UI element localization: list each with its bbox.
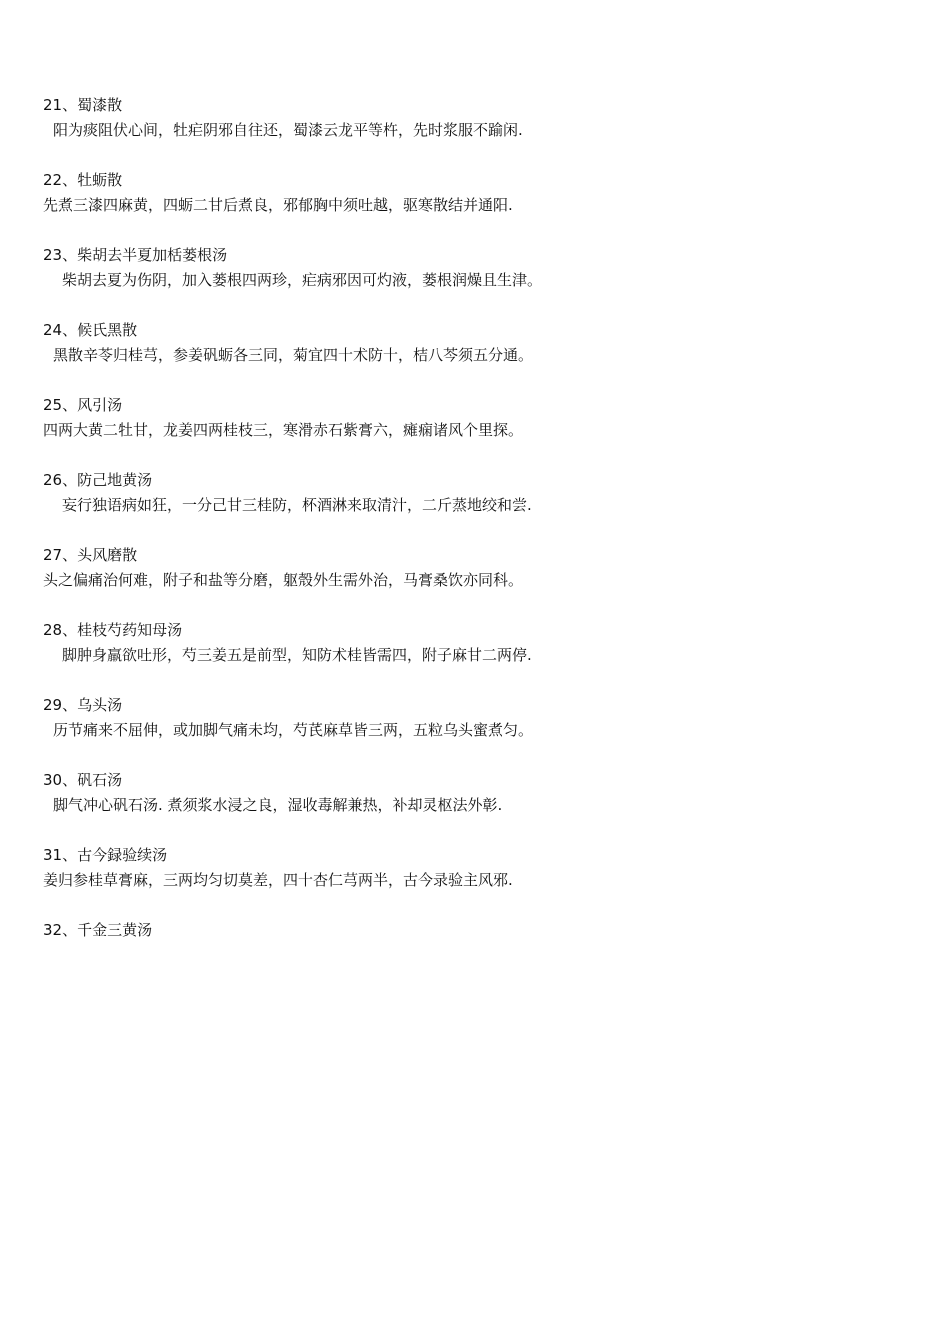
formula-verse: 柴胡去夏为伤阴，加入蒌根四两珍，疟病邪因可灼液，蒌根润燥且生津。 [62,271,543,289]
formula-entry-27 [43,543,903,618]
formula-entry-22 [43,168,903,243]
formula-entry-29 [43,693,903,768]
formula-entry-32 [43,918,903,993]
formula-verse: 黑散辛苓归桂芎，参姜矾蛎各三同，菊宜四十术防十，桔八芩须五分通。 [53,346,534,364]
formula-entry-21 [43,93,903,168]
formula-entry-28 [43,618,903,693]
formula-verse: 先煮三漆四麻黄，四蛎二甘后煮良，邪郁胸中须吐越，驱寒散结并通阳. [43,196,513,214]
formula-title: 25、风引汤 [43,396,123,414]
formula-entry-26 [43,468,903,543]
formula-list [43,93,903,993]
formula-title: 32、千金三黄汤 [43,921,153,939]
formula-verse: 脚气冲心矾石汤. 煮须浆水浸之良，湿收毒解兼热，补却灵枢法外彰. [53,796,503,814]
formula-title: 22、牡蛎散 [43,171,123,189]
formula-verse: 阳为痰阻伏心间，牡疟阴邪自往还，蜀漆云龙平等杵，先时浆服不踰闲. [53,121,523,139]
formula-entry-25 [43,393,903,468]
formula-verse: 脚肿身羸欲吐形，芍三姜五是前型，知防术桂皆需四，附子麻甘二两停. [62,646,532,664]
formula-entry-23 [43,243,903,318]
formula-verse: 历节痛来不屈伸，或加脚气痛未均，芍芪麻草皆三两，五粒乌头蜜煮匀。 [53,721,534,739]
formula-title: 23、柴胡去半夏加栝蒌根汤 [43,246,228,264]
formula-entry-24 [43,318,903,393]
formula-title: 24、候氏黑散 [43,321,138,339]
formula-title: 26、防己地黄汤 [43,471,153,489]
formula-title: 28、桂枝芍药知母汤 [43,621,183,639]
formula-entry-30 [43,768,903,843]
formula-title: 21、蜀漆散 [43,96,123,114]
formula-verse: 四两大黄二牡甘，龙姜四两桂枝三，寒滑赤石紫膏六，瘫痫诸风个里探。 [43,421,524,439]
formula-verse: 头之偏痛治何难，附子和盐等分磨，躯殼外生需外治，马膏桑饮亦同科。 [43,571,524,589]
formula-title: 27、头风磨散 [43,546,138,564]
formula-verse: 妄行独语病如狂，一分己甘三桂防，杯酒淋来取清汁，二斤蒸地绞和尝. [62,496,532,514]
formula-title: 31、古今録验续汤 [43,846,168,864]
formula-title: 29、乌头汤 [43,696,123,714]
formula-verse: 姜归参桂草膏麻，三两均匀切莫差，四十杏仁芎两半，古今录验主风邪. [43,871,513,889]
formula-title: 30、矾石汤 [43,771,123,789]
formula-entry-31 [43,843,903,918]
